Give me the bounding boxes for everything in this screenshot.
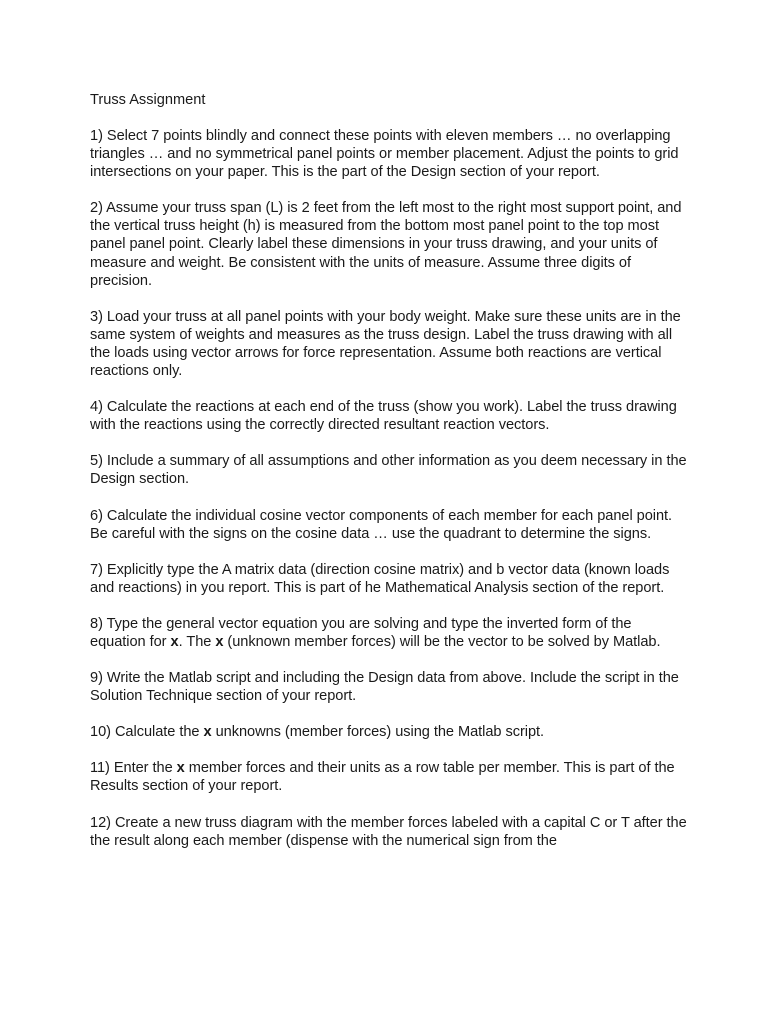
step-text: 1) Select 7 points blindly and connect these points with eleven members … no overlapping triangles … and no symmetrical panel points or member placement. Adjust the points to grid intersections on your paper. This is the part of the Design section of your report. [90, 128, 679, 181]
step-text: member forces and their units as a row table per member. This is part of the Results section of your report. [90, 760, 675, 795]
step-text: 8) Type the general vector equation you are solving and type the inverted form of the equation for [90, 615, 632, 650]
step-7 [90, 561, 690, 597]
step-4 [90, 398, 690, 434]
step-10 [90, 723, 690, 741]
step-text: unknowns (member forces) using the Matlab script. [211, 724, 545, 741]
step-text: 10) Calculate the [90, 724, 204, 741]
step-5 [90, 452, 690, 488]
step-2 [90, 199, 690, 289]
variable-x: x [170, 633, 179, 650]
step-text: 7) Explicitly type the A matrix data (direction cosine matrix) and b vector data (known loads and reactions) in you report. This is part of he Mathematical Analysis section of the report. [90, 561, 670, 596]
step-text: (unknown member forces) will be the vector to be solved by Matlab. [223, 633, 661, 650]
variable-x: x [215, 633, 224, 650]
step-text: 5) Include a summary of all assumptions and other information as you deem necessary in the Design section. [90, 453, 687, 488]
step-11 [90, 759, 690, 795]
step-text: 9) Write the Matlab script and including the Design data from above. Include the script in the Solution Technique section of your report. [90, 670, 679, 705]
step-9 [90, 669, 690, 705]
step-8 [90, 615, 690, 651]
step-3 [90, 308, 690, 380]
variable-x: x [176, 760, 185, 777]
step-text: . The [178, 633, 216, 650]
step-12 [90, 814, 690, 850]
step-text: 2) Assume your truss span (L) is 2 feet from the left most to the right most support point, and the vertical truss height (h) is measured from the bottom most panel point to the top most panel panel point. Clearly label these dimensions in your truss drawing, and your units of measure and weight. Be consistent with the units of measure. Assume three digits of precision. [90, 200, 682, 289]
step-6 [90, 507, 690, 543]
document-title: Truss Assignment [90, 92, 206, 108]
step-text: 11) Enter the [90, 760, 177, 777]
document-page [90, 91, 690, 868]
step-text: 6) Calculate the individual cosine vector components of each member for each panel point. Be careful with the signs on the cosine data … use the quadrant to determine the signs. [90, 507, 673, 542]
variable-x: x [203, 724, 212, 741]
step-text: 3) Load your truss at all panel points with your body weight. Make sure these units are in the same system of weights and measures as the truss design. Label the truss drawing with all the loads using vector arrows for force representation. Assume both reactions are vertical reactions only. [90, 308, 681, 380]
step-text: 4) Calculate the reactions at each end of the truss (show you work). Label the truss drawing with the reactions using the correctly directed resultant reaction vectors. [90, 399, 677, 434]
step-1 [90, 127, 690, 181]
step-text: 12) Create a new truss diagram with the member forces labeled with a capital C or T after the the result along each member (dispense with the numerical sign from the [90, 814, 687, 849]
